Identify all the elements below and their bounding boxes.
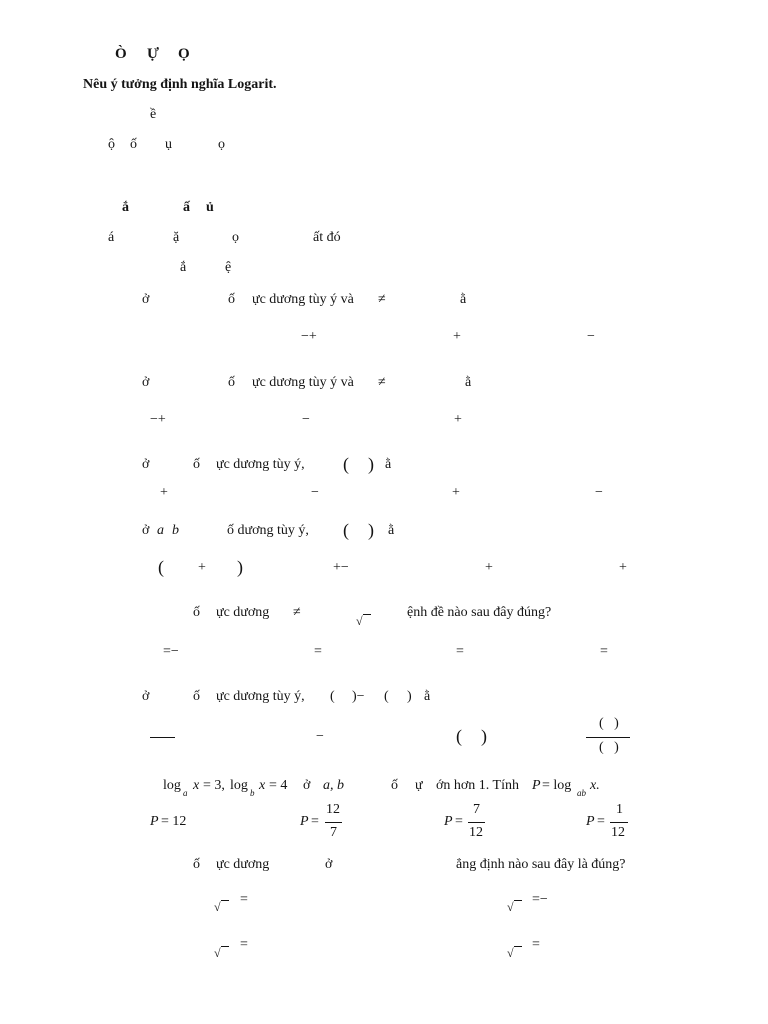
fraction-denominator: 7 <box>330 825 337 840</box>
intro-fragment: ụ <box>165 137 172 152</box>
radical-vinculum <box>514 900 522 901</box>
radical-vinculum <box>363 614 371 615</box>
q3-option: + <box>160 485 168 500</box>
intro-fragment: ộ <box>108 137 115 152</box>
q6-stem-fragment: ) <box>407 689 412 704</box>
radical-icon: √ <box>507 946 514 960</box>
radical-vinculum <box>514 946 522 947</box>
q7-stem-fragment: ố <box>391 778 398 793</box>
fraction-numerator: 12 <box>326 802 340 817</box>
q7-stem-fragment: a, b <box>323 778 344 793</box>
title-glyph: Ò <box>115 46 127 62</box>
q7-stem-fragment: b <box>250 788 255 798</box>
q7-option-eq: = <box>455 814 463 829</box>
intro-fragment: ắ <box>180 260 187 275</box>
q8-option: =− <box>532 892 548 907</box>
q1-option: + <box>453 329 461 344</box>
fraction-bar <box>610 822 628 823</box>
q4-stem-fragment: ở <box>142 523 150 538</box>
q7-stem-fragment: = log <box>542 778 572 793</box>
q5-stem-fragment: ố <box>193 605 200 620</box>
q2-stem-fragment: ằ <box>465 375 472 390</box>
q8-stem-fragment: ố <box>193 857 200 872</box>
q7-stem-fragment: P <box>532 778 541 793</box>
q1-stem-fragment: ực dương tùy ý và <box>252 292 354 307</box>
q7-option-lhs: P <box>586 814 595 829</box>
q1-stem-fragment: ố <box>228 292 235 307</box>
q2-option: −+ <box>150 412 166 427</box>
q7-option-eq: = <box>597 814 605 829</box>
fraction-denominator: ( ) <box>599 740 619 755</box>
q6-stem-fragment: ở <box>142 689 150 704</box>
q1-stem-fragment: ở <box>142 292 150 307</box>
intro-fragment: ề <box>150 107 157 122</box>
fraction-numerator: ( ) <box>599 716 619 731</box>
q6-stem-fragment: ( <box>330 689 335 704</box>
q4-option: + <box>619 560 627 575</box>
q4-option: +− <box>333 560 349 575</box>
intro-fragment: á <box>108 230 115 245</box>
q1-option: − <box>587 329 595 344</box>
intro-fragment: ố <box>130 137 137 152</box>
q5-option: =− <box>163 644 179 659</box>
q5-stem-fragment: ệnh đề nào sau đây đúng? <box>407 605 552 620</box>
fraction-numerator: 1 <box>616 802 623 817</box>
q7-option-lhs: P <box>444 814 453 829</box>
q6-stem-fragment: ( <box>384 689 389 704</box>
q5-option: = <box>600 644 608 659</box>
q5-option: = <box>314 644 322 659</box>
q7-stem-fragment: ớn hơn 1. Tính <box>436 778 519 793</box>
section-heading: Nêu ý tưởng định nghĩa Logarit. <box>83 77 277 92</box>
q3-stem-fragment: ( <box>343 454 349 474</box>
q7-option-value: = 12 <box>161 814 187 829</box>
q4-option: + <box>198 560 206 575</box>
q8-option: = <box>240 892 248 907</box>
q3-stem-fragment: ằ <box>385 457 392 472</box>
q3-stem-fragment: ực dương tùy ý, <box>216 457 305 472</box>
q4-option: ) <box>237 557 243 577</box>
intro-fragment: ất đó <box>313 230 341 245</box>
q6-option: ) <box>481 726 487 746</box>
q7-stem-fragment: x <box>193 778 200 793</box>
q3-stem-fragment: ở <box>142 457 150 472</box>
q5-option: = <box>456 644 464 659</box>
q3-stem-fragment: ố <box>193 457 200 472</box>
q4-stem-fragment: ằ <box>388 523 395 538</box>
q5-stem-fragment: ≠ <box>293 605 301 620</box>
fraction-numerator: 7 <box>473 802 480 817</box>
q7-stem-fragment: a <box>183 788 188 798</box>
q4-option: ( <box>158 557 164 577</box>
q7-stem-fragment: log <box>163 778 181 793</box>
intro-fragment: ọ <box>232 230 239 245</box>
q7-option-lhs: P <box>150 814 159 829</box>
q2-stem-fragment: ố <box>228 375 235 390</box>
q6-option: ( <box>456 726 462 746</box>
q6-stem-fragment: ằ <box>424 689 431 704</box>
q3-option: − <box>595 485 603 500</box>
q4-stem-fragment: a <box>157 523 164 538</box>
fraction-bar <box>468 822 485 823</box>
q2-option: − <box>302 412 310 427</box>
fraction-denominator: 12 <box>469 825 483 840</box>
q3-option: − <box>311 485 319 500</box>
intro-fragment: ệ <box>225 260 232 275</box>
q7-stem-fragment: ab <box>577 788 586 798</box>
radical-icon: √ <box>507 900 514 914</box>
radical-vinculum <box>221 900 229 901</box>
q5-stem-fragment: ực dương <box>216 605 270 620</box>
q6-stem-fragment: ực dương tùy ý, <box>216 689 305 704</box>
q4-stem-fragment: ) <box>368 520 374 540</box>
q8-stem-fragment: ẳng định nào sau đây là đúng? <box>456 857 626 872</box>
fraction-bar <box>586 737 630 738</box>
intro-fragment: ấ <box>183 200 190 215</box>
q4-option: + <box>485 560 493 575</box>
fraction-bar <box>325 822 342 823</box>
q7-stem-fragment: log <box>230 778 248 793</box>
title-glyph: Ự <box>147 46 159 62</box>
q7-stem-fragment: = 4 <box>269 778 288 793</box>
q8-stem-fragment: ở <box>325 857 333 872</box>
radical-icon: √ <box>214 946 221 960</box>
q2-stem-fragment: ực dương tùy ý và <box>252 375 354 390</box>
q8-option: = <box>532 937 540 952</box>
q6-stem-fragment: ố <box>193 689 200 704</box>
q3-stem-fragment: ) <box>368 454 374 474</box>
q7-stem-fragment: ở <box>303 778 311 793</box>
q2-stem-fragment: ở <box>142 375 150 390</box>
q6-stem-fragment: )− <box>352 689 365 704</box>
q6-option: − <box>316 729 324 744</box>
radical-vinculum <box>221 946 229 947</box>
fraction-denominator: 12 <box>611 825 625 840</box>
q8-stem-fragment: ực dương <box>216 857 270 872</box>
intro-fragment: ắ <box>122 200 129 215</box>
q1-stem-fragment: ằ <box>460 292 467 307</box>
q7-stem-fragment: = 3, <box>203 778 225 793</box>
q4-stem-fragment: ( <box>343 520 349 540</box>
intro-fragment: ủ <box>206 200 214 215</box>
intro-fragment: ọ <box>218 137 225 152</box>
q7-stem-fragment: x <box>259 778 266 793</box>
q4-stem-fragment: b <box>172 523 179 538</box>
radical-icon: √ <box>356 614 363 628</box>
intro-fragment: ặ <box>173 230 180 245</box>
q1-stem-fragment: ≠ <box>378 292 386 307</box>
q3-option: + <box>452 485 460 500</box>
q1-option: −+ <box>301 329 317 344</box>
q4-stem-fragment: ố dương tùy ý, <box>227 523 309 538</box>
q7-stem-fragment: ự <box>415 778 423 793</box>
q7-stem-fragment: x. <box>590 778 600 793</box>
q8-option: = <box>240 937 248 952</box>
q7-option-eq: = <box>311 814 319 829</box>
title-glyph: Ọ <box>178 46 190 62</box>
q2-option: + <box>454 412 462 427</box>
fraction-bar <box>150 737 175 738</box>
q7-option-lhs: P <box>300 814 309 829</box>
q2-stem-fragment: ≠ <box>378 375 386 390</box>
radical-icon: √ <box>214 900 221 914</box>
